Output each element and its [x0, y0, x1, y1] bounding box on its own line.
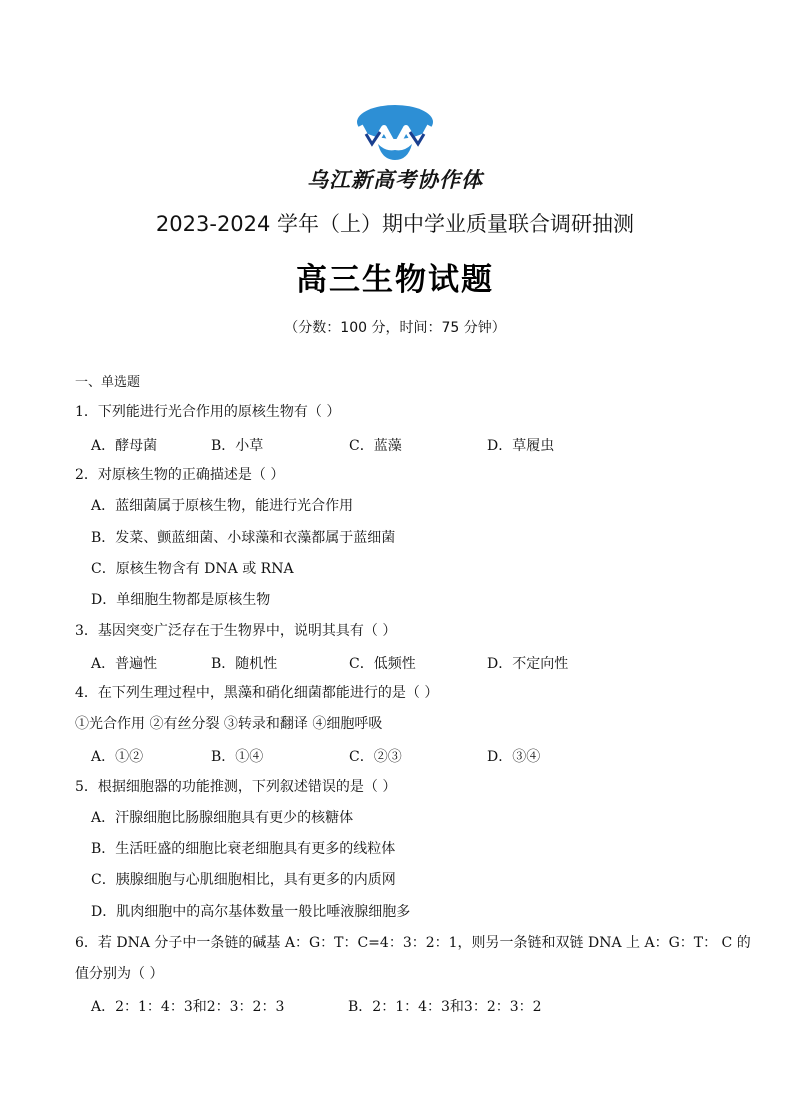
question-5-option-a: A．汗腺细胞比肠腺细胞具有更少的核糖体	[91, 810, 354, 826]
score-time-line: （分数：100 分，时间：75 分钟）	[284, 320, 506, 336]
section-label: 一、单选题	[75, 375, 141, 390]
question-2-option-a: A．蓝细菌属于原核生物，能进行光合作用	[91, 498, 354, 514]
option-a: A．普遍性	[91, 656, 158, 672]
question-5-option-d: D．肌肉细胞中的高尔基体数量一般比唾液腺细胞多	[91, 904, 411, 920]
option-b: B．2：1：4：3和3：2：3：2	[348, 999, 542, 1015]
question-6-stem-continued: 值分别为（ ）	[75, 966, 164, 982]
question-3-options	[91, 653, 691, 671]
question-5-option-b: B．生活旺盛的细胞比衰老细胞具有更多的线粒体	[91, 841, 396, 857]
question-6-stem: 6．若 DNA 分子中一条链的碱基 A：G：T：C=4：3：2：1，则另一条链和双链 DNA 上 A：G：T： C 的	[75, 935, 751, 951]
option-c: C．②③	[349, 749, 402, 765]
question-2-option-d: D．单细胞生物都是原核生物	[91, 592, 271, 608]
question-5-stem: 5．根据细胞器的功能推测，下列叙述错误的是（ ）	[75, 779, 397, 795]
exam-title: 高三生物试题	[296, 262, 494, 298]
question-5-option-c: C．胰腺细胞与心肌细胞相比，具有更多的内质网	[91, 872, 396, 888]
option-a: A．2：1：4：3和2：3：2：3	[91, 999, 285, 1015]
option-d: D．草履虫	[487, 438, 555, 454]
question-6-options	[91, 996, 691, 1014]
wujiang-logo-icon	[352, 104, 438, 162]
question-4-items: ①光合作用 ②有丝分裂 ③转录和翻译 ④细胞呼吸	[75, 716, 383, 732]
option-a: A．①②	[91, 749, 144, 765]
question-3-stem: 3．基因突变广泛存在于生物界中，说明其具有（ ）	[75, 623, 397, 639]
question-2-stem: 2．对原核生物的正确描述是（ ）	[75, 467, 285, 483]
question-4-stem: 4．在下列生理过程中，黑藻和硝化细菌都能进行的是（ ）	[75, 685, 439, 701]
option-b: B．①④	[211, 749, 264, 765]
question-1-stem: 1．下列能进行光合作用的原核生物有（ ）	[75, 404, 341, 420]
org-name: 乌江新高考协作体	[307, 168, 483, 192]
option-d: D．不定向性	[487, 656, 569, 672]
question-2-option-c: C．原核生物含有 DNA 或 RNA	[91, 561, 294, 577]
option-c: C．蓝藻	[349, 438, 402, 454]
option-b: B．小草	[211, 438, 264, 454]
option-c: C．低频性	[349, 656, 416, 672]
question-1-options	[91, 435, 691, 453]
question-2-option-b: B．发菜、颤蓝细菌、小球藻和衣藻都属于蓝细菌	[91, 530, 396, 546]
question-4-options	[91, 746, 691, 764]
option-d: D．③④	[487, 749, 541, 765]
option-a: A．酵母菌	[91, 438, 158, 454]
exam-subtitle: 2023-2024 学年（上）期中学业质量联合调研抽测	[155, 212, 635, 236]
option-b: B．随机性	[211, 656, 278, 672]
